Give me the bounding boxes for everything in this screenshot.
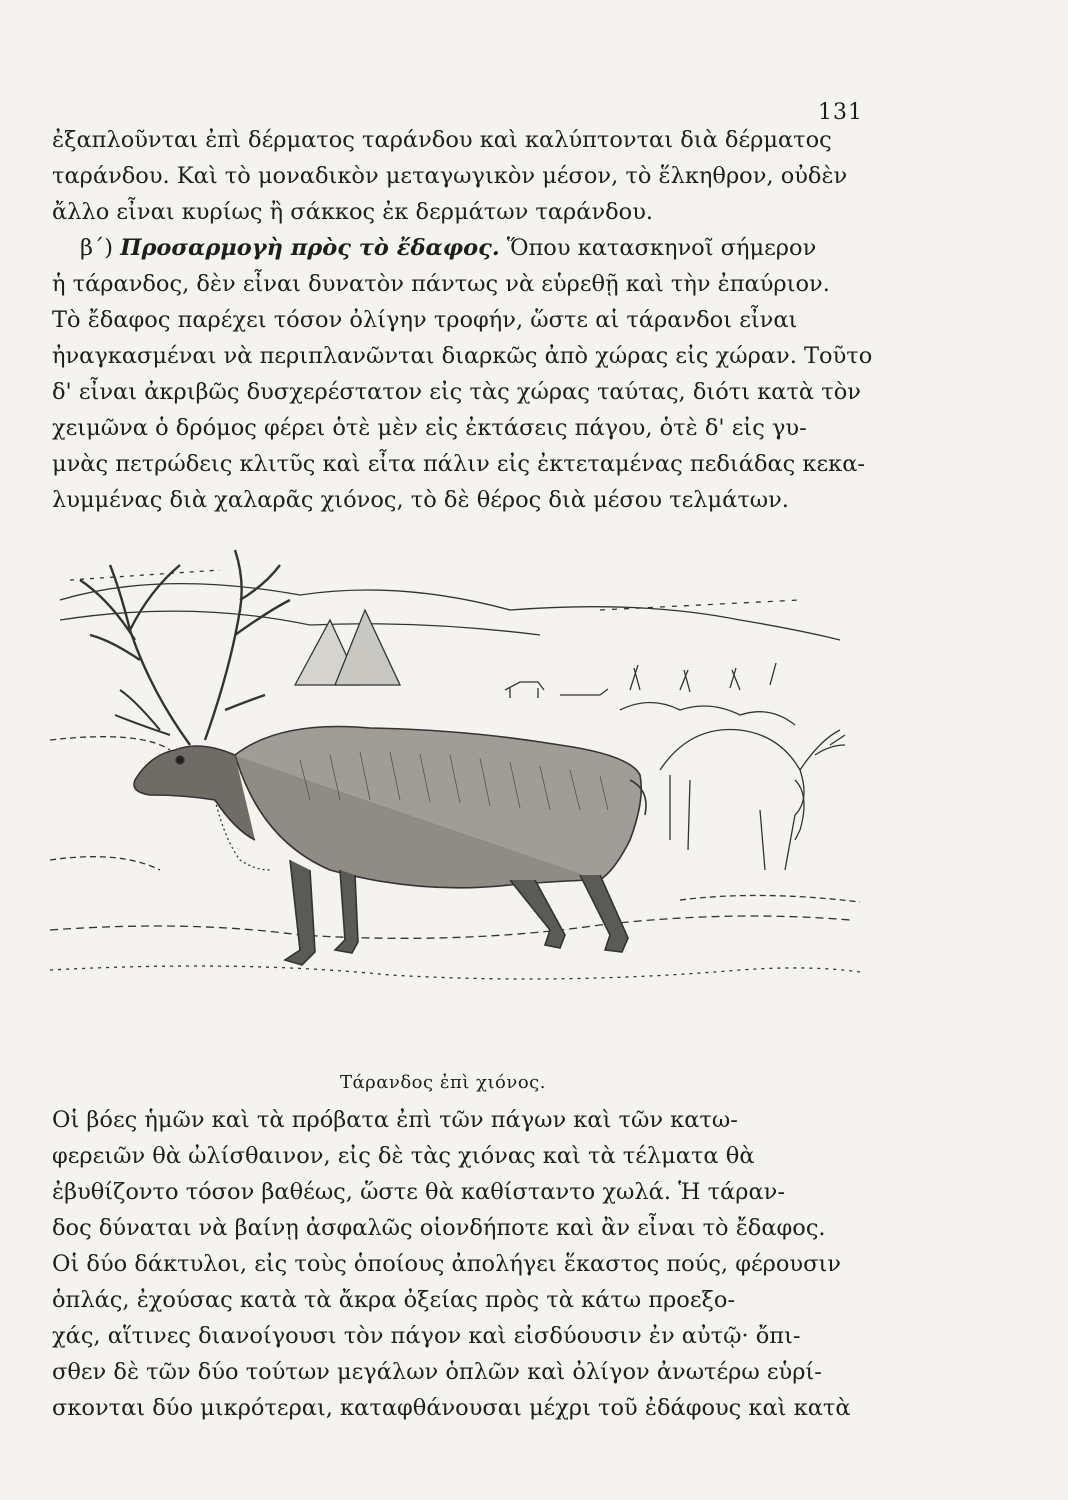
text-line: Τὸ ἔδαφος παρέχει τόσον ὀλίγην τροφήν, ὥστε αἱ τάρανδοι εἶναι (52, 307, 798, 333)
text-line: ὁπλάς, ἐχούσας κατὰ τὰ ἄκρα ὀξείας πρὸς τὰ κάτω προεξο- (52, 1287, 736, 1313)
text-line: ἐξαπλοῦνται ἐπὶ δέρματος ταράνδου καὶ καλύπτονται διὰ δέρματος (52, 127, 832, 153)
text-line: σθεν δὲ τῶν δύο τούτων μεγάλων ὁπλῶν καὶ ὀλίγον ἀνωτέρω εὑρί- (52, 1359, 822, 1385)
section-heading-line (52, 230, 898, 266)
text-line: ἡ τάρανδος, δὲν εἶναι δυνατὸν πάντως νὰ εὑρεθῇ καὶ τὴν ἐπαύριον. (52, 271, 830, 297)
text-line: Ὅπου κατασκηνοῖ σήμερον (506, 235, 817, 261)
text-line: φερειῶν θὰ ὠλίσθαινον, εἰς δὲ τὰς χιόνας καὶ τὰ τέλματα θὰ (52, 1143, 755, 1169)
text-line: ἠναγκασμέναι νὰ περιπλανῶνται διαρκῶς ἀπὸ χώρας εἰς χώραν. Τοῦτο (52, 343, 873, 369)
text-line: μνὰς πετρώδεις κλιτῦς καὶ εἶτα πάλιν εἰς ἐκτεταμένας πεδιάδας κεκα- (52, 451, 866, 477)
text-line: Οἱ δύο δάκτυλοι, εἰς τοὺς ὁποίους ἀπολήγει ἕκαστος πούς, φέρουσιν (52, 1251, 841, 1277)
reindeer-illustration (40, 540, 870, 1050)
text-line: χάς, αἵτινες διανοίγουσι τὸν πάγον καὶ εἰσδύουσιν ἐν αὐτῷ· ὄπι- (52, 1323, 801, 1349)
text-line: λυμμένας διὰ χαλαρᾶς χιόνος, τὸ δὲ θέρος διὰ μέσου τελμάτων. (52, 487, 789, 513)
bottom-paragraph (52, 1102, 898, 1426)
top-paragraph (52, 122, 898, 518)
text-line: Οἱ βόες ἡμῶν καὶ τὰ πρόβατα ἐπὶ τῶν πάγων καὶ τῶν κατω- (52, 1107, 738, 1133)
text-line: ἄλλο εἶναι κυρίως ἢ σάκκος ἐκ δερμάτων ταράνδου. (52, 199, 654, 225)
text-line: ταράνδου. Καὶ τὸ μοναδικὸν μεταγωγικὸν μέσον, τὸ ἕλκηθρον, οὐδὲν (52, 163, 848, 189)
text-line: χειμῶνα ὁ δρόμος φέρει ὁτὲ μὲν εἰς ἐκτάσεις πάγου, ὁτὲ δ' εἰς γυ- (52, 415, 807, 441)
text-line: ἐβυθίζοντο τόσον βαθέως, ὥστε θὰ καθίσταντο χωλά. Ἡ τάραν- (52, 1179, 785, 1205)
section-heading: Προσαρμογὴ πρὸς τὸ ἔδαφος. (120, 235, 500, 261)
text-line: δος δύναται νὰ βαίνῃ ἀσφαλῶς οἱονδήποτε καὶ ἂν εἶναι τὸ ἔδαφος. (52, 1215, 826, 1241)
figure-caption: Τάρανδος ἐπὶ χιόνος. (340, 1072, 546, 1093)
text-line: σκονται δύο μικρότεραι, καταφθάνουσαι μέχρι τοῦ ἐδάφους καὶ κατὰ (52, 1395, 851, 1421)
section-label: β΄) (80, 235, 114, 261)
page-number: 131 (818, 100, 863, 125)
text-line: δ' εἶναι ἀκριβῶς δυσχερέστατον εἰς τὰς χώρας ταύτας, διότι κατὰ τὸν (52, 379, 861, 405)
